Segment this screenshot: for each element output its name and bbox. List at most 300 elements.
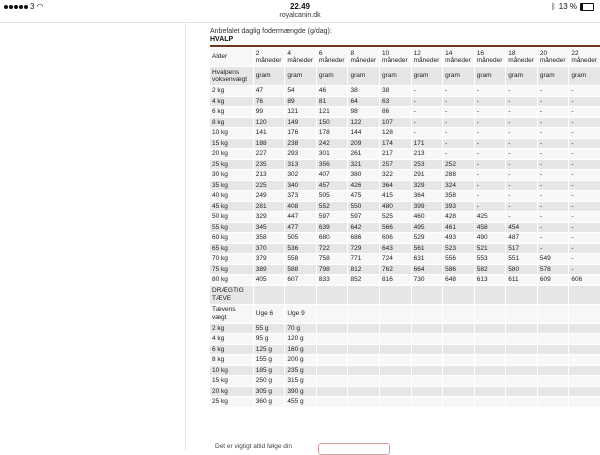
amount-cell: - [475, 86, 506, 96]
amount-cell: - [506, 149, 537, 159]
amount-cell: 578 [538, 265, 569, 275]
weight-cell: 55 kg [210, 223, 253, 233]
amount-cell: 356 [317, 160, 348, 170]
empty-cell [443, 334, 474, 344]
footnote-button[interactable] [318, 443, 390, 455]
table-row [210, 223, 600, 233]
amount-cell: 631 [412, 254, 443, 264]
weight-cell: 25 kg [210, 160, 253, 170]
empty-cell [412, 345, 443, 355]
amount-cell: - [538, 233, 569, 243]
amount-cell: - [538, 212, 569, 222]
amount-cell: - [538, 170, 569, 180]
amount-cell: 128 [380, 128, 411, 138]
amount-cell: 321 [348, 160, 379, 170]
table-row [210, 265, 600, 275]
weight-cell: 2 kg [210, 86, 253, 96]
amount-cell: 597 [348, 212, 379, 222]
amount-cell: 63 [380, 97, 411, 107]
amount-cell: - [506, 181, 537, 191]
amount-cell: 724 [380, 254, 411, 264]
amount-cell: - [569, 254, 600, 264]
amount-cell: 529 [412, 233, 443, 243]
amount-cell: 730 [412, 275, 443, 285]
table-row [210, 181, 600, 191]
amount-cell: 178 [317, 128, 348, 138]
amount-cell: 46 [317, 86, 348, 96]
amount-cell: - [443, 118, 474, 128]
amount-cell: 227 [254, 149, 285, 159]
amount-cell: 225 [254, 181, 285, 191]
amount-cell: 551 [506, 254, 537, 264]
amount-cell: 460 [412, 212, 443, 222]
amount-cell: 293 [285, 149, 316, 159]
clock: 22.49 [289, 2, 311, 11]
empty-cell [412, 397, 443, 407]
empty-cell [506, 387, 537, 397]
amount-cell: 125 g [254, 345, 285, 355]
amount-cell: - [475, 118, 506, 128]
amount-cell: - [475, 160, 506, 170]
amount-cell: 322 [380, 170, 411, 180]
table-row [210, 355, 600, 365]
amount-cell: 200 g [285, 355, 316, 365]
empty-cell [538, 286, 569, 304]
weight-cell: 70 kg [210, 254, 253, 264]
amount-cell: 209 [348, 139, 379, 149]
battery-percent: 13 % [558, 2, 577, 11]
unit-cell: gram [412, 67, 443, 85]
weight-cell: 8 kg [210, 118, 253, 128]
amount-cell: - [443, 97, 474, 107]
empty-cell [569, 305, 600, 323]
table-row [210, 376, 600, 386]
table-row [210, 118, 600, 128]
amount-cell: 160 g [285, 345, 316, 355]
amount-cell: - [569, 97, 600, 107]
empty-cell [317, 334, 348, 344]
amount-cell: 758 [317, 254, 348, 264]
empty-cell [569, 387, 600, 397]
amount-cell: 340 [285, 181, 316, 191]
empty-cell [348, 334, 379, 344]
empty-cell [475, 324, 506, 334]
empty-cell [380, 355, 411, 365]
weight-cell: 15 kg [210, 376, 253, 386]
unit-cell: gram [317, 67, 348, 85]
unit-cell: gram [348, 67, 379, 85]
empty-cell [506, 324, 537, 334]
page-divider [185, 23, 186, 450]
amount-cell: 553 [475, 254, 506, 264]
amount-cell: - [569, 118, 600, 128]
table-row [210, 67, 600, 85]
amount-cell: 480 [380, 202, 411, 212]
amount-cell: - [506, 170, 537, 180]
status-right [551, 2, 594, 11]
empty-cell [538, 387, 569, 397]
amount-cell: 121 [317, 107, 348, 117]
amount-cell: - [506, 202, 537, 212]
table-row [210, 275, 600, 285]
amount-cell: 597 [317, 212, 348, 222]
amount-cell: - [506, 118, 537, 128]
weight-cell: 15 kg [210, 139, 253, 149]
amount-cell: - [569, 139, 600, 149]
empty-cell [412, 305, 443, 323]
address-bar[interactable]: royalcanin.dk [279, 12, 321, 19]
amount-cell: - [443, 107, 474, 117]
amount-cell: 609 [538, 275, 569, 285]
amount-cell: - [569, 191, 600, 201]
header-age: 22 måneder [569, 48, 600, 66]
amount-cell: 477 [285, 223, 316, 233]
empty-cell [317, 286, 348, 304]
empty-cell [348, 387, 379, 397]
empty-cell [443, 366, 474, 376]
amount-cell: 556 [443, 254, 474, 264]
header-age: 18 måneder [506, 48, 537, 66]
table-row [210, 397, 600, 407]
amount-cell: 680 [317, 233, 348, 243]
unit-cell: gram [538, 67, 569, 85]
amount-cell: 122 [348, 118, 379, 128]
weight-cell: 8 kg [210, 355, 253, 365]
amount-cell: - [475, 107, 506, 117]
empty-cell [380, 324, 411, 334]
battery-level [581, 4, 583, 10]
amount-cell: 407 [317, 170, 348, 180]
amount-cell: 185 g [254, 366, 285, 376]
empty-cell [317, 345, 348, 355]
unit-cell: gram [506, 67, 537, 85]
amount-cell: - [412, 86, 443, 96]
empty-cell [569, 355, 600, 365]
amount-cell: - [506, 160, 537, 170]
empty-cell [569, 334, 600, 344]
amount-cell: 607 [285, 275, 316, 285]
empty-cell [506, 345, 537, 355]
table-row [210, 305, 600, 323]
weight-label: Hvalpens voksenvægt [210, 67, 253, 85]
empty-cell [380, 376, 411, 386]
weight-cell: 65 kg [210, 244, 253, 254]
empty-cell [538, 366, 569, 376]
empty-cell [412, 387, 443, 397]
empty-cell [380, 366, 411, 376]
empty-cell [506, 376, 537, 386]
amount-cell: 252 [443, 160, 474, 170]
weight-cell: 10 kg [210, 128, 253, 138]
amount-cell: 586 [443, 265, 474, 275]
amount-cell: 213 [412, 149, 443, 159]
empty-cell [569, 286, 600, 304]
header-age-label: Alder [210, 48, 253, 66]
amount-cell: 613 [475, 275, 506, 285]
empty-cell [538, 397, 569, 407]
empty-cell [475, 286, 506, 304]
empty-cell [348, 355, 379, 365]
amount-cell: 257 [380, 160, 411, 170]
amount-cell: - [569, 233, 600, 243]
empty-cell [380, 305, 411, 323]
amount-cell: 852 [348, 275, 379, 285]
amount-cell: 213 [254, 170, 285, 180]
amount-cell: 302 [285, 170, 316, 180]
amount-cell: 428 [443, 212, 474, 222]
header-age: 14 måneder [443, 48, 474, 66]
amount-cell: 89 [285, 97, 316, 107]
amount-cell: 360 g [254, 397, 285, 407]
amount-cell: 816 [380, 275, 411, 285]
amount-cell: - [538, 118, 569, 128]
empty-cell [475, 397, 506, 407]
empty-cell [412, 366, 443, 376]
table-row [210, 149, 600, 159]
empty-cell [348, 345, 379, 355]
empty-cell [475, 305, 506, 323]
amount-cell: 643 [380, 244, 411, 254]
amount-cell: - [569, 212, 600, 222]
amount-cell: - [538, 191, 569, 201]
empty-cell [443, 376, 474, 386]
table-row [210, 86, 600, 96]
table-row [210, 107, 600, 117]
empty-cell [254, 286, 285, 304]
amount-cell: 174 [380, 139, 411, 149]
table-row [210, 324, 600, 334]
unit-cell: gram [475, 67, 506, 85]
amount-cell: 408 [285, 202, 316, 212]
weight-cell: 30 kg [210, 170, 253, 180]
amount-cell: - [412, 128, 443, 138]
amount-cell: - [569, 265, 600, 275]
amount-cell: - [569, 202, 600, 212]
status-bar [0, 0, 600, 12]
amount-cell: - [538, 128, 569, 138]
header-age: 6 måneder [317, 48, 348, 66]
empty-cell [443, 324, 474, 334]
weight-cell: 75 kg [210, 265, 253, 275]
amount-cell: 55 g [254, 324, 285, 334]
empty-cell [412, 334, 443, 344]
amount-cell: 150 [317, 118, 348, 128]
wifi-icon: ◠ [36, 2, 44, 11]
empty-cell [443, 355, 474, 365]
amount-cell: 389 [254, 265, 285, 275]
table-row [210, 334, 600, 344]
amount-cell: 686 [348, 233, 379, 243]
amount-cell: - [475, 170, 506, 180]
table-row [210, 191, 600, 201]
amount-cell: 648 [443, 275, 474, 285]
amount-cell: 313 [285, 160, 316, 170]
amount-cell: 281 [254, 202, 285, 212]
amount-cell: 86 [380, 107, 411, 117]
empty-cell [317, 305, 348, 323]
empty-cell [412, 355, 443, 365]
amount-cell: 38 [380, 86, 411, 96]
empty-cell [569, 397, 600, 407]
amount-cell: - [475, 181, 506, 191]
weight-cell: 50 kg [210, 212, 253, 222]
toolbar-divider [0, 22, 600, 23]
amount-cell: 505 [285, 233, 316, 243]
empty-cell [348, 324, 379, 334]
amount-cell: 455 g [285, 397, 316, 407]
amount-cell: 358 [443, 191, 474, 201]
amount-cell: 490 [475, 233, 506, 243]
amount-cell: - [569, 223, 600, 233]
weight-cell: 40 kg [210, 191, 253, 201]
amount-cell: 358 [254, 233, 285, 243]
amount-cell: 99 [254, 107, 285, 117]
empty-cell [569, 366, 600, 376]
feeding-guide [210, 27, 600, 408]
empty-cell [443, 345, 474, 355]
unit-cell: gram [285, 67, 316, 85]
unit-cell: gram [254, 67, 285, 85]
footnote: Det er vigtigt altid følge din [215, 443, 292, 450]
amount-cell: 364 [380, 181, 411, 191]
table-row [210, 286, 600, 304]
amount-cell: 606 [380, 233, 411, 243]
amount-cell: - [569, 86, 600, 96]
weight-cell: 10 kg [210, 366, 253, 376]
amount-cell: 380 [348, 170, 379, 180]
amount-cell: 188 [254, 139, 285, 149]
pregnant-weight-label: Tævens vægt [210, 305, 253, 323]
week-header: Uge 9 [285, 305, 316, 323]
amount-cell: 611 [506, 275, 537, 285]
empty-cell [317, 376, 348, 386]
amount-cell: 521 [475, 244, 506, 254]
amount-cell: 81 [317, 97, 348, 107]
empty-cell [443, 387, 474, 397]
empty-cell [569, 345, 600, 355]
empty-cell [569, 324, 600, 334]
amount-cell: 345 [254, 223, 285, 233]
header-age: 8 måneder [348, 48, 379, 66]
amount-cell: 550 [348, 202, 379, 212]
amount-cell: 552 [317, 202, 348, 212]
empty-cell [317, 387, 348, 397]
amount-cell: - [412, 107, 443, 117]
amount-cell: 642 [348, 223, 379, 233]
empty-cell [506, 286, 537, 304]
table-row [210, 244, 600, 254]
amount-cell: 301 [317, 149, 348, 159]
empty-cell [348, 366, 379, 376]
header-age: 10 måneder [380, 48, 411, 66]
amount-cell: 315 g [285, 376, 316, 386]
amount-cell: - [475, 202, 506, 212]
weight-cell: 4 kg [210, 334, 253, 344]
amount-cell: - [569, 181, 600, 191]
amount-cell: 580 [506, 265, 537, 275]
amount-cell: 242 [317, 139, 348, 149]
amount-cell: 364 [412, 191, 443, 201]
amount-cell: 98 [348, 107, 379, 117]
amount-cell: - [443, 128, 474, 138]
amount-cell: 70 g [285, 324, 316, 334]
weight-cell: 80 kg [210, 275, 253, 285]
amount-cell: 329 [412, 181, 443, 191]
table-caption: Anbefalet daglig fodermængde (g/dag): [210, 28, 332, 35]
empty-cell [538, 324, 569, 334]
weight-cell: 4 kg [210, 97, 253, 107]
weight-cell: 6 kg [210, 345, 253, 355]
empty-cell [412, 324, 443, 334]
amount-cell: 458 [475, 223, 506, 233]
empty-cell [380, 345, 411, 355]
empty-cell [317, 355, 348, 365]
amount-cell: 454 [506, 223, 537, 233]
amount-cell: 639 [317, 223, 348, 233]
table-row [210, 345, 600, 355]
empty-cell [317, 366, 348, 376]
empty-cell [475, 334, 506, 344]
amount-cell: 525 [380, 212, 411, 222]
amount-cell: 250 g [254, 376, 285, 386]
empty-cell [443, 305, 474, 323]
amount-cell: 664 [412, 265, 443, 275]
amount-cell: 291 [412, 170, 443, 180]
empty-cell [475, 376, 506, 386]
empty-cell [348, 305, 379, 323]
amount-cell: - [538, 97, 569, 107]
amount-cell: 405 [254, 275, 285, 285]
amount-cell: 235 [254, 160, 285, 170]
empty-cell [538, 376, 569, 386]
amount-cell: 54 [285, 86, 316, 96]
empty-cell [506, 397, 537, 407]
table-row [210, 366, 600, 376]
amount-cell: 729 [348, 244, 379, 254]
amount-cell: - [412, 118, 443, 128]
amount-cell: 393 [443, 202, 474, 212]
weight-cell: 60 kg [210, 233, 253, 243]
empty-cell [380, 334, 411, 344]
empty-cell [285, 286, 316, 304]
table-row [210, 128, 600, 138]
empty-cell [380, 286, 411, 304]
amount-cell: 566 [380, 223, 411, 233]
amount-cell: 517 [506, 244, 537, 254]
feeding-table [209, 47, 600, 408]
table-row [210, 202, 600, 212]
amount-cell: 493 [443, 233, 474, 243]
amount-cell: 76 [254, 97, 285, 107]
empty-cell [538, 334, 569, 344]
unit-cell: gram [380, 67, 411, 85]
amount-cell: 523 [443, 244, 474, 254]
amount-cell: 155 g [254, 355, 285, 365]
table-row [210, 160, 600, 170]
amount-cell: 588 [285, 265, 316, 275]
empty-cell [380, 397, 411, 407]
amount-cell: - [538, 139, 569, 149]
amount-cell: 144 [348, 128, 379, 138]
amount-cell: 95 g [254, 334, 285, 344]
amount-cell: - [538, 149, 569, 159]
amount-cell: - [506, 212, 537, 222]
amount-cell: 390 g [285, 387, 316, 397]
amount-cell: 238 [285, 139, 316, 149]
amount-cell: - [506, 191, 537, 201]
amount-cell: - [412, 97, 443, 107]
amount-cell: 762 [380, 265, 411, 275]
